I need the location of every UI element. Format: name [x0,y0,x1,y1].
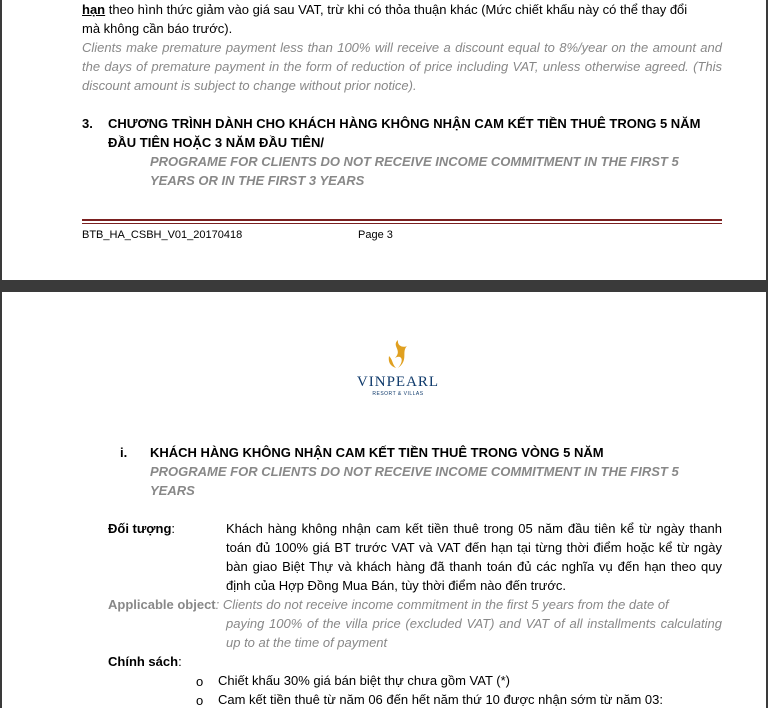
object-label-colon: : [171,521,176,536]
object-description: Khách hàng không nhận cam kết tiền thuê trong 05 năm đầu tiên kể từ ngày thanh toán đủ 100% giá BT trước VAT và VAT đến hạn tại từng thời điểm hoặc kể từ ngày bàn giao Biệt Thự và khách hàng đã thanh toán đủ các nghĩa vụ đến hạn theo quy định của Hợp Đồng Mua Bán, tùy thời điểm nào đến trước. [226,521,722,593]
footer-document-code: BTB_HA_CSBH_V01_20170418 [82,229,243,241]
document-page-4 [2,292,766,708]
underlined-word: hạn [82,2,106,17]
vinpearl-wave-icon [383,338,413,372]
applicable-object-text-first: : Clients do not receive income commitment in the first 5 years from the date of [215,597,669,612]
policy-bullet-item: Cam kết tiền thuê từ năm 06 đến hết năm thứ 10 được nhận sớm từ năm 03: [218,692,663,707]
bullet-marker: o [196,693,204,708]
policy-label-colon: : [178,654,182,669]
page-gap [0,280,768,292]
applicable-object-line1 [108,595,722,614]
section-title-english: PROGRAME FOR CLIENTS DO NOT RECEIVE INCOME COMMITMENT IN THE FIRST 5 YEARS OR IN THE FIRST 3 YEARS [150,154,679,188]
section-title: CHƯƠNG TRÌNH DÀNH CHO KHÁCH HÀNG KHÔNG NHẬN CAM KẾT TIỀN THUÊ TRONG 5 NĂM ĐẦU TIÊN HOẶC 3 NĂM ĐẦU TIÊN/ [108,116,701,150]
footer-page-number: Page 3 [358,229,393,241]
bullet-marker: o [196,674,204,689]
applicable-object-text: paying 100% of the villa price (excluded VAT) and VAT of all installments calculating up to at the time of payment [226,616,722,650]
section-number: 3. [82,116,93,131]
logo-tagline: RESORT & VILLAS [372,391,424,397]
document-page-3 [2,0,766,280]
vn-paragraph-line1-text: theo hình thức giảm vào giá sau VAT, trừ khi có thỏa thuận khác (Mức chiết khấu này có thể thay đổi [105,2,688,17]
policy-label-text: Chính sách [108,654,179,669]
subsection-title: KHÁCH HÀNG KHÔNG NHẬN CAM KẾT TIỀN THUÊ TRONG VÒNG 5 NĂM [150,445,604,460]
subsection-title-english: PROGRAME FOR CLIENTS DO NOT RECEIVE INCOME COMMITMENT IN THE FIRST 5 YEARS [150,464,679,498]
vinpearl-logo [348,338,448,397]
en-paragraph: Clients make premature payment less than 100% will receive a discount equal to 8%/year on the amount and the days of premature payment in the form of reduction of price including VAT, unless otherwise agreed. (This discount amount is subject to change without prior notice). [82,40,722,93]
applicable-object-label: Applicable object [108,597,216,612]
vn-paragraph-line1 [82,0,732,19]
subsection-number: i. [120,445,128,460]
footer-divider [82,219,722,221]
policy-bullet-item: Chiết khấu 30% giá bán biệt thự chưa gồm VAT (*) [218,673,511,688]
object-label-text: Đối tượng [108,521,172,536]
footer-divider-thin [82,223,722,224]
object-label [108,519,175,538]
logo-wordmark: VINPEARL [356,374,440,390]
vn-paragraph-line2: mà không cần báo trước). [82,21,233,36]
policy-label [108,652,182,671]
